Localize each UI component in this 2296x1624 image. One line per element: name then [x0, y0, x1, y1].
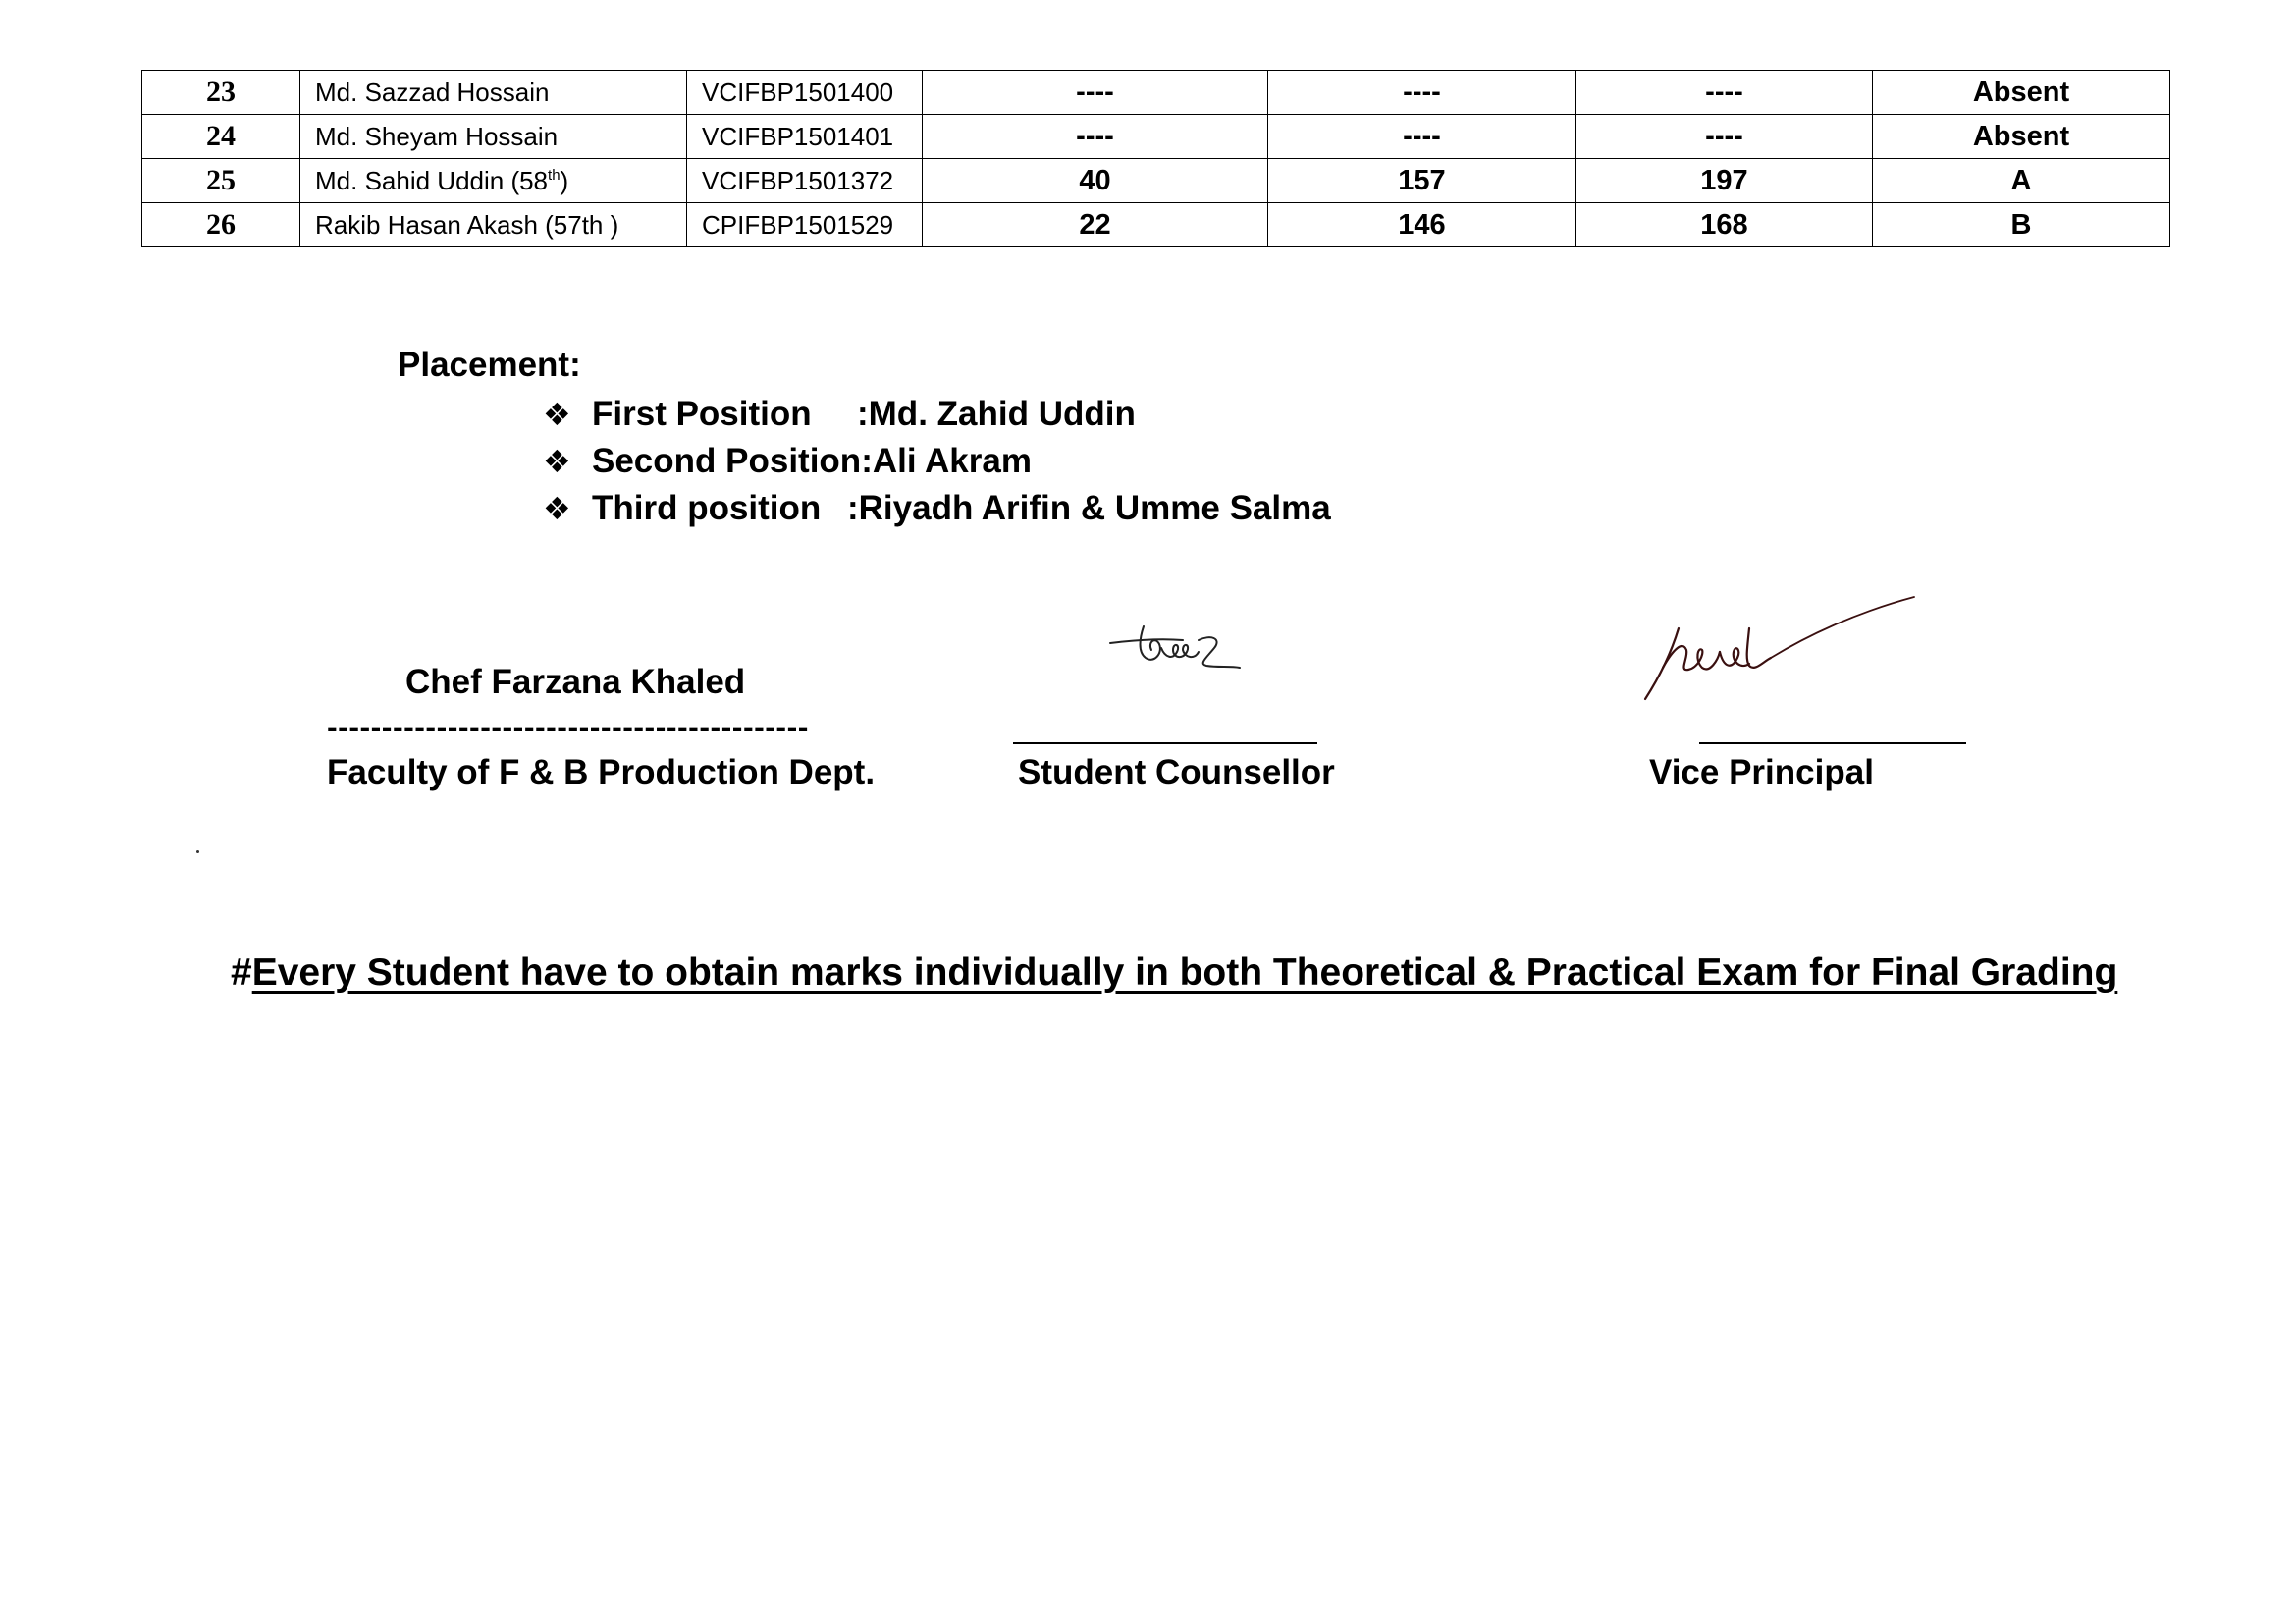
- total-marks-cell: ----: [1576, 115, 1873, 159]
- theory-marks-cell: 22: [923, 203, 1268, 247]
- total-marks-cell: 197: [1576, 159, 1873, 203]
- ordinal-suffix: th: [548, 166, 561, 184]
- grade-cell: B: [1873, 203, 2170, 247]
- student-id-cell: VCIFBP1501372: [687, 159, 923, 203]
- placement-list: [543, 391, 1331, 532]
- faculty-signature-line: --------------------------------------------: [327, 709, 809, 744]
- student-name-cell: [300, 159, 687, 203]
- vice-principal-title: Vice Principal: [1649, 753, 1874, 791]
- serial-number-cell: 25: [142, 159, 300, 203]
- practical-marks-cell: ----: [1268, 71, 1576, 115]
- placement-item-second: [543, 438, 1331, 485]
- practical-marks-cell: ----: [1268, 115, 1576, 159]
- student-name: Md. Sazzad Hossain: [315, 77, 550, 107]
- faculty-name: Chef Farzana Khaled: [405, 663, 746, 701]
- counsellor-title: Student Counsellor: [1018, 753, 1335, 791]
- theory-marks-cell: ----: [923, 71, 1268, 115]
- total-marks-cell: ----: [1576, 71, 1873, 115]
- table-row: [142, 159, 2170, 203]
- student-id-cell: VCIFBP1501401: [687, 115, 923, 159]
- counsellor-signature: [1104, 619, 1252, 697]
- placement-value: Ali Akram: [872, 442, 1032, 480]
- hash-symbol: #: [231, 951, 252, 994]
- student-name: Md. Sahid Uddin (58: [315, 165, 549, 195]
- placement-item-third: [543, 485, 1331, 532]
- practical-marks-cell: 146: [1268, 203, 1576, 247]
- counsellor-signature-line: [1013, 742, 1317, 744]
- student-id-cell: VCIFBP1501400: [687, 71, 923, 115]
- student-name: Rakib Hasan Akash (57th ): [315, 209, 619, 240]
- grading-note-text: Every Student have to obtain marks individually in both Theoretical & Practical Exam for Final Grading: [251, 951, 2118, 994]
- student-id-cell: CPIFBP1501529: [687, 203, 923, 247]
- total-marks-cell: 168: [1576, 203, 1873, 247]
- placement-item-first: [543, 391, 1331, 438]
- table-row: [142, 203, 2170, 247]
- vice-principal-signature-line: [1699, 742, 1966, 744]
- grading-note: [231, 951, 2117, 995]
- grade-cell: Absent: [1873, 115, 2170, 159]
- placement-separator: :: [847, 489, 859, 527]
- placement-separator: :: [861, 442, 873, 480]
- placement-title: Placement:: [398, 346, 581, 384]
- serial-number-cell: 26: [142, 203, 300, 247]
- faculty-title: Faculty of F & B Production Dept.: [327, 753, 876, 791]
- stray-mark: [196, 850, 199, 853]
- placement-label: First Position: [592, 395, 812, 433]
- theory-marks-cell: 40: [923, 159, 1268, 203]
- vice-principal-signature: [1639, 589, 1924, 707]
- student-name: Md. Sheyam Hossain: [315, 121, 559, 151]
- theory-marks-cell: ----: [923, 115, 1268, 159]
- diamond-bullet-icon: ❖: [543, 490, 571, 527]
- student-name-suffix: ): [560, 165, 569, 195]
- diamond-bullet-icon: ❖: [543, 443, 571, 480]
- results-table: [141, 70, 2170, 247]
- grade-cell: Absent: [1873, 71, 2170, 115]
- student-name-cell: [300, 71, 687, 115]
- placement-separator: :: [857, 395, 869, 433]
- student-name-cell: [300, 115, 687, 159]
- placement-value: Md. Zahid Uddin: [868, 395, 1136, 433]
- table-row: [142, 71, 2170, 115]
- placement-label: Second Position: [592, 442, 862, 480]
- table-row: [142, 115, 2170, 159]
- serial-number-cell: 23: [142, 71, 300, 115]
- placement-value: Riyadh Arifin & Umme Salma: [858, 489, 1331, 527]
- grade-cell: A: [1873, 159, 2170, 203]
- practical-marks-cell: 157: [1268, 159, 1576, 203]
- diamond-bullet-icon: ❖: [543, 396, 571, 433]
- student-name-cell: [300, 203, 687, 247]
- placement-label: Third position: [592, 489, 822, 527]
- serial-number-cell: 24: [142, 115, 300, 159]
